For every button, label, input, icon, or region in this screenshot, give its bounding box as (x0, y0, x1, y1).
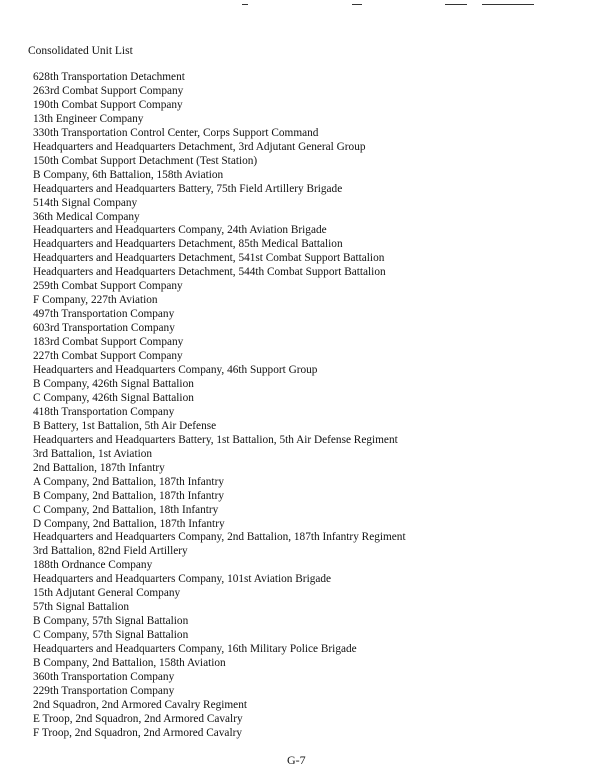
unit-list-item: B Company, 57th Signal Battalion (33, 615, 189, 628)
unit-list-item: 190th Combat Support Company (33, 98, 183, 111)
unit-list-item: Headquarters and Headquarters Detachment, 544th Combat Support Battalion (33, 266, 386, 279)
unit-list-item: 497th Transportation Company (33, 308, 175, 321)
unit-list-item: C Company, 2nd Battalion, 18th Infantry (33, 503, 219, 516)
unit-list-item: Headquarters and Headquarters Battery, 1st Battalion, 5th Air Defense Regiment (33, 433, 398, 446)
unit-list-item: 2nd Squadron, 2nd Armored Cavalry Regiment (33, 698, 247, 711)
unit-list-item: 360th Transportation Company (33, 670, 175, 683)
unit-list-item: 183rd Combat Support Company (33, 336, 184, 349)
unit-list-item: 188th Ordnance Company (33, 559, 153, 572)
scan-artifact (445, 4, 467, 5)
unit-list-item: 15th Adjutant General Company (33, 587, 181, 600)
unit-list-item: A Company, 2nd Battalion, 187th Infantry (33, 475, 224, 488)
scan-artifact (352, 4, 362, 5)
unit-list-item: B Company, 6th Battalion, 158th Aviation (33, 168, 224, 181)
unit-list-item: Headquarters and Headquarters Company, 2nd Battalion, 187th Infantry Regiment (33, 531, 406, 544)
unit-list-item: 330th Transportation Control Center, Corps Support Command (33, 126, 319, 139)
unit-list-item: 229th Transportation Company (33, 684, 175, 697)
unit-list-item: Headquarters and Headquarters Company, 46th Support Group (33, 364, 318, 377)
unit-list-item: 3rd Battalion, 1st Aviation (33, 447, 153, 460)
unit-list-item: Headquarters and Headquarters Company, 101st Aviation Brigade (33, 573, 332, 586)
unit-list-item: Headquarters and Headquarters Detachment, 541st Combat Support Battalion (33, 252, 385, 265)
unit-list-item: 603rd Transportation Company (33, 322, 175, 335)
unit-list-item: B Company, 426th Signal Battalion (33, 377, 194, 390)
unit-list-item: 2nd Battalion, 187th Infantry (33, 461, 165, 474)
unit-list-item: E Troop, 2nd Squadron, 2nd Armored Cavalry (33, 712, 243, 725)
unit-list-item: 13th Engineer Company (33, 112, 144, 125)
unit-list-item: D Company, 2nd Battalion, 187th Infantry (33, 517, 225, 530)
unit-list-item: B Company, 2nd Battalion, 187th Infantry (33, 489, 224, 502)
scan-artifact (482, 4, 534, 5)
unit-list-item: Headquarters and Headquarters Company, 16th Military Police Brigade (33, 643, 357, 656)
unit-list-item: 150th Combat Support Detachment (Test Station) (33, 154, 258, 167)
unit-list-item: B Battery, 1st Battalion, 5th Air Defense (33, 419, 217, 432)
unit-list-item: 628th Transportation Detachment (33, 71, 185, 83)
unit-list-item: Headquarters and Headquarters Battery, 75th Field Artillery Brigade (33, 182, 343, 195)
unit-list-item: C Company, 57th Signal Battalion (33, 629, 189, 642)
unit-list-item: 57th Signal Battalion (33, 601, 130, 614)
unit-list-item: Headquarters and Headquarters Company, 24th Aviation Brigade (33, 224, 327, 237)
unit-list-item: 227th Combat Support Company (33, 350, 183, 363)
unit-list-item: Headquarters and Headquarters Detachment, 85th Medical Battalion (33, 238, 343, 251)
unit-list-item: B Company, 2nd Battalion, 158th Aviation (33, 657, 226, 670)
unit-list-item: F Company, 227th Aviation (33, 294, 158, 307)
unit-list-item: 3rd Battalion, 82nd Field Artillery (33, 545, 188, 558)
unit-list-item: 36th Medical Company (33, 210, 140, 223)
unit-list-item: 263rd Combat Support Company (33, 84, 184, 97)
unit-list-item: C Company, 426th Signal Battalion (33, 391, 194, 404)
unit-list-item: F Troop, 2nd Squadron, 2nd Armored Cavalry (33, 726, 242, 739)
unit-list-item: 259th Combat Support Company (33, 280, 183, 293)
scan-artifact (242, 4, 248, 5)
page-number: G-7 (287, 753, 306, 767)
unit-list-item: 418th Transportation Company (33, 405, 175, 418)
unit-list (33, 71, 406, 741)
document-title: Consolidated Unit List (28, 45, 133, 57)
unit-list-item: Headquarters and Headquarters Detachment, 3rd Adjutant General Group (33, 140, 366, 153)
unit-list-item: 514th Signal Company (33, 196, 138, 209)
